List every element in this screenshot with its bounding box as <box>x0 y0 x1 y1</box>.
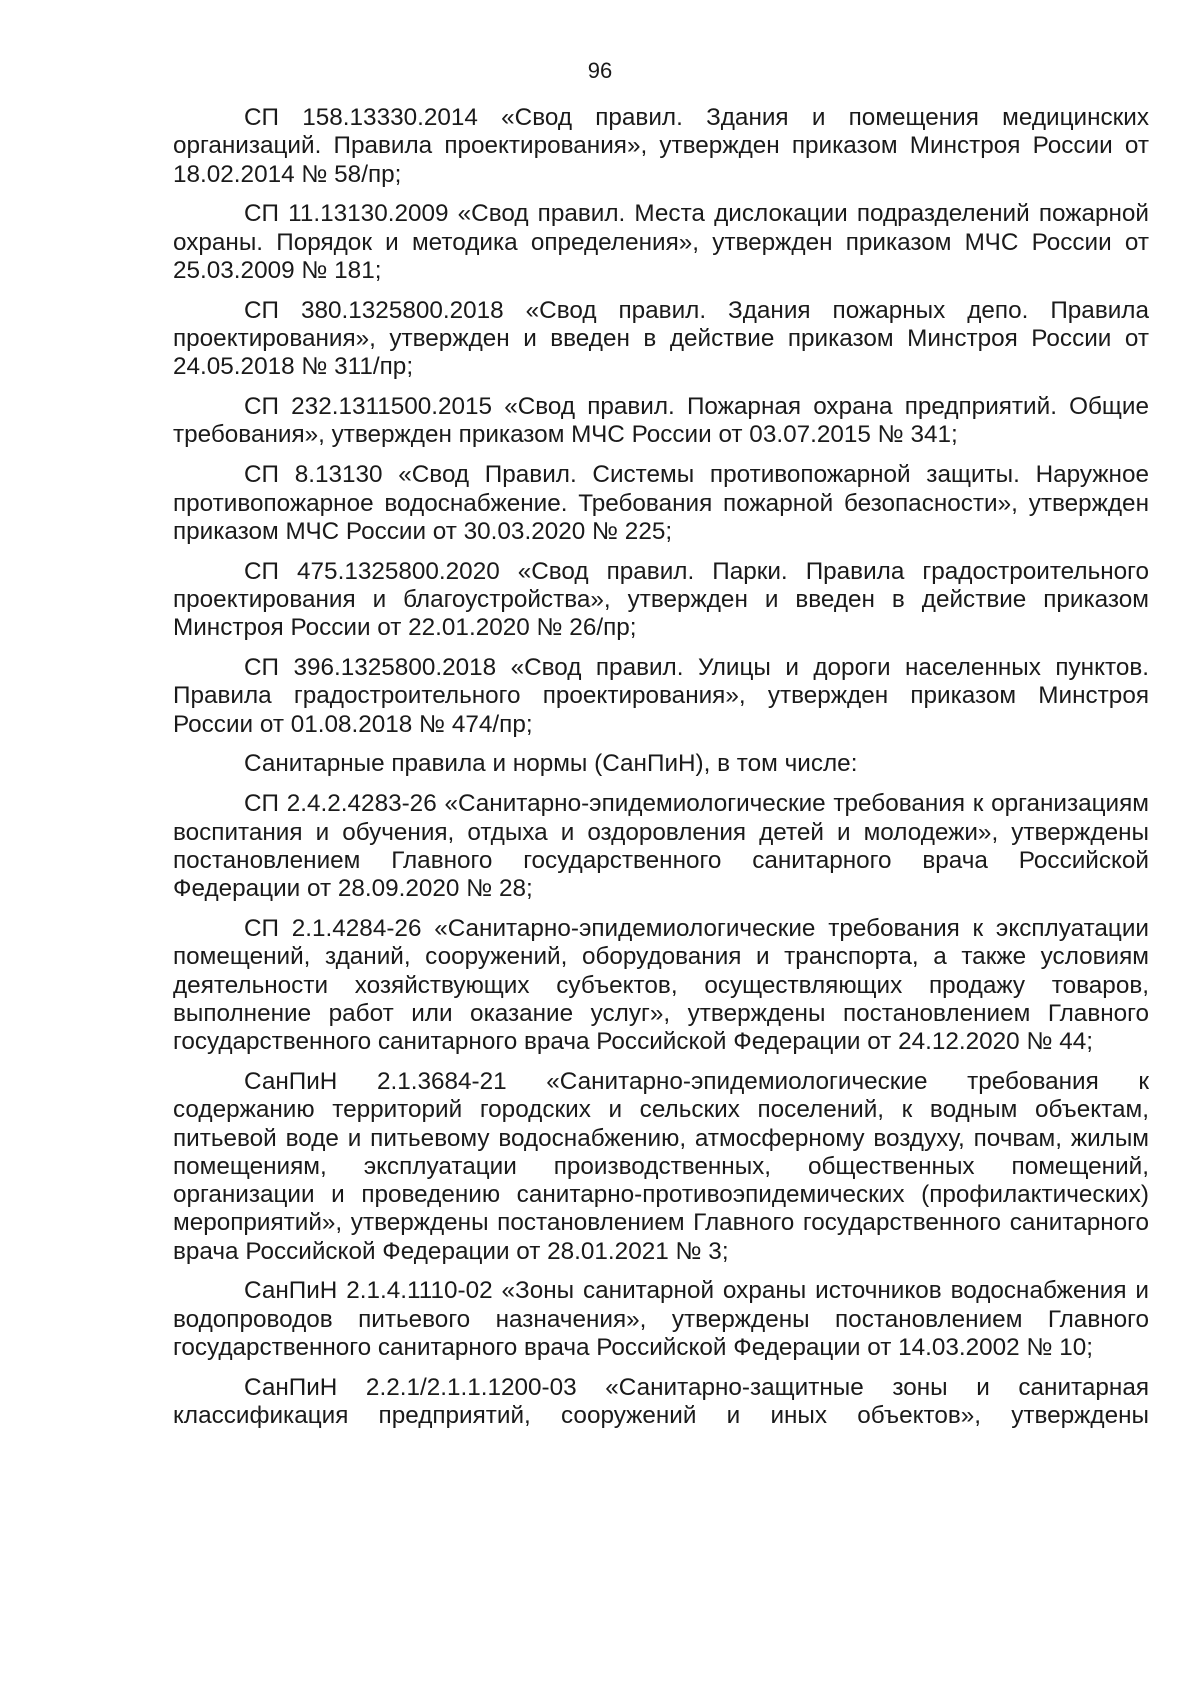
paragraph-sp-232: СП 232.1311500.2015 «Свод правил. Пожарная охрана предприятий. Общие требования», утвержден приказом МЧС России от 03.07.2015 № 341; <box>173 393 1149 449</box>
paragraph-sp-396: СП 396.1325800.2018 «Свод правил. Улицы и дороги населенных пунктов. Правила градостроительного проектирования», утвержден приказом Минстроя России от 01.08.2018 № 474/пр; <box>173 654 1149 738</box>
paragraph-sp-380: СП 380.1325800.2018 «Свод правил. Здания пожарных депо. Правила проектирования», утвержден и введен в действие приказом Минстроя России от 24.05.2018 № 311/пр; <box>173 296 1149 381</box>
document-body <box>173 104 1149 1442</box>
paragraph-sanpin-2-1-4-1110: СанПиН 2.1.4.1110-02 «Зоны санитарной охраны источников водоснабжения и водопроводов питьевого назначения», утверждены постановлением Главного государственного санитарного врача Российской Федерации от 14.03.2002 № 10; <box>173 1277 1149 1362</box>
paragraph-sp-158: СП 158.13330.2014 «Свод правил. Здания и помещения медицинских организаций. Правила проектирования», утвержден приказом Минстроя России от 18.02.2014 № 58/пр; <box>173 104 1149 188</box>
paragraph-sp-11: СП 11.13130.2009 «Свод правил. Места дислокации подразделений пожарной охраны. Порядок и методика определения», утвержден приказом МЧС России от 25.03.2009 № 181; <box>173 200 1149 284</box>
paragraph-sp-2-1-4284: СП 2.1.4284-26 «Санитарно-эпидемиологические требования к эксплуатации помещений, зданий, сооружений, оборудования и транспорта, а также условиям деятельности хозяйствующих субъектов, осуществляющих продажу товаров, выполнение работ или оказание услуг», утверждены постановлением Главного государственного санитарного врача Российской Федерации от 24.12.2020 № 44; <box>173 914 1149 1056</box>
paragraph-sanpin-2-1-3684: СанПиН 2.1.3684-21 «Санитарно-эпидемиологические требования к содержанию территорий городских и сельских поселений, к водным объектам, питьевой воде и питьевому водоснабжению, атмосферному воздуху, почвам, жилым помещениям, эксплуатации производственных, общественных помещений, организации и проведению санитарно-противоэпидемических (профилактических) мероприятий», утверждены постановлением Главного государственного санитарного врача Российской Федерации от 28.01.2021 № 3; <box>173 1067 1149 1265</box>
paragraph-sp-2-4-2: СП 2.4.2.4283-26 «Санитарно-эпидемиологические требования к организациям воспитания и обучения, отдыха и оздоровления детей и молодежи», утверждены постановлением Главного государственного санитарного врача Российской Федерации от 28.09.2020 № 28; <box>173 790 1149 903</box>
paragraph-sanpin-2-2-1: СанПиН 2.2.1/2.1.1.1200-03 «Санитарно-защитные зоны и санитарная классификация предприятий, сооружений и иных объектов», утверждены <box>173 1373 1149 1430</box>
paragraph-sp-8: СП 8.13130 «Свод Правил. Системы противопожарной защиты. Наружное противопожарное водоснабжение. Требования пожарной безопасности», утвержден приказом МЧС России от 30.03.2020 № 225; <box>173 461 1149 545</box>
paragraph-sp-475: СП 475.1325800.2020 «Свод правил. Парки. Правила градостроительного проектирования и благоустройства», утвержден и введен в действие приказом Минстроя России от 22.01.2020 № 26/пр; <box>173 557 1149 642</box>
paragraph-sanpin-heading: Санитарные правила и нормы (СанПиН), в том числе: <box>244 750 858 778</box>
page-number: 96 <box>587 58 613 83</box>
